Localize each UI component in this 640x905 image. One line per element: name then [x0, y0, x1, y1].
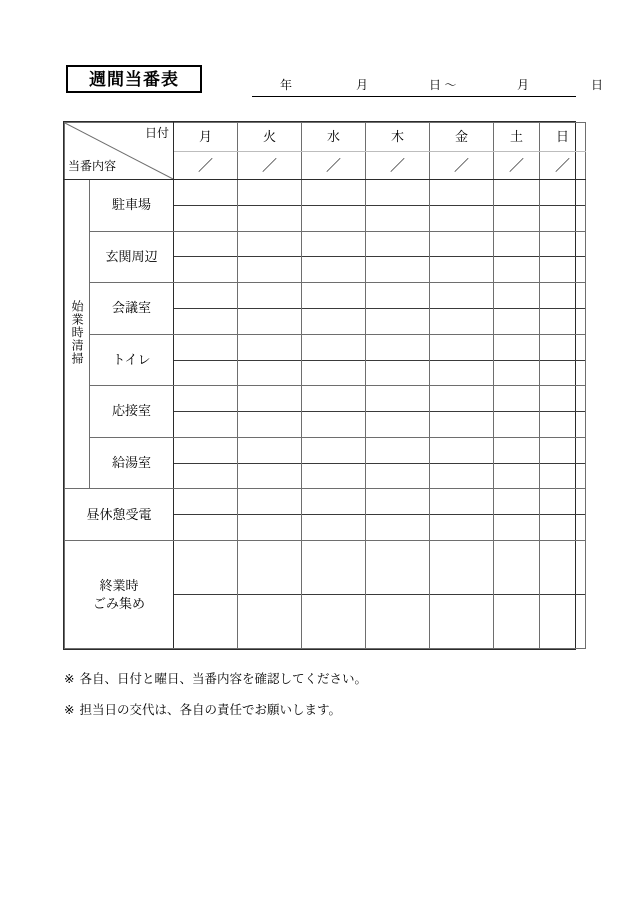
duty-cell[interactable] [238, 283, 302, 335]
note-line-1 [64, 673, 564, 686]
duty-cell[interactable] [494, 283, 540, 335]
duty-cell[interactable] [174, 489, 238, 541]
note-line-2 [64, 704, 564, 717]
date-slot-day-to: 日 [591, 78, 604, 92]
slash-mark-mon: ／ [197, 157, 214, 174]
duty-cell[interactable] [430, 437, 494, 489]
date-slot-day-from: 日 〜 [429, 78, 457, 92]
slash-mark-sun: ／ [554, 157, 571, 174]
weekday-header-wed: 水 [302, 123, 366, 152]
duty-cell[interactable] [430, 283, 494, 335]
duty-cell[interactable] [494, 489, 540, 541]
note-mark-icon: ※ [64, 672, 75, 686]
roster-table-body [65, 123, 586, 649]
duty-cell[interactable] [174, 541, 238, 649]
duty-cell[interactable] [494, 386, 540, 438]
group-label-morning-cleaning: 始業時清掃 [65, 180, 90, 489]
duty-cell[interactable] [302, 180, 366, 232]
duty-cell[interactable] [238, 231, 302, 283]
task-label-kitchenette: 給湯室 [90, 437, 174, 489]
date-entry-sat[interactable] [494, 152, 540, 180]
duty-cell[interactable] [430, 180, 494, 232]
duty-cell[interactable] [302, 489, 366, 541]
table-row [65, 437, 586, 489]
date-range-field[interactable] [252, 62, 604, 97]
task-label-lunch-phone-duty: 昼休憩受電 [65, 489, 174, 541]
date-entry-tue[interactable] [238, 152, 302, 180]
duty-cell[interactable] [540, 180, 586, 232]
duty-cell[interactable] [430, 386, 494, 438]
table-row [65, 283, 586, 335]
duty-cell[interactable] [302, 283, 366, 335]
duty-cell[interactable] [302, 231, 366, 283]
date-entry-fri[interactable] [430, 152, 494, 180]
duty-cell[interactable] [540, 283, 586, 335]
task-label-meeting-room: 会議室 [90, 283, 174, 335]
duty-cell[interactable] [366, 386, 430, 438]
duty-cell[interactable] [540, 541, 586, 649]
table-row [65, 541, 586, 649]
task-label-closing-line2: ごみ集め [92, 595, 145, 611]
duty-cell[interactable] [238, 541, 302, 649]
duty-cell[interactable] [494, 180, 540, 232]
weekday-header-mon: 月 [174, 123, 238, 152]
duty-cell[interactable] [366, 437, 430, 489]
duty-cell[interactable] [174, 180, 238, 232]
duty-cell[interactable] [540, 437, 586, 489]
task-label-parking: 駐車場 [90, 180, 174, 232]
duty-cell[interactable] [174, 283, 238, 335]
date-entry-sun[interactable] [540, 152, 586, 180]
duty-cell[interactable] [238, 180, 302, 232]
duty-cell[interactable] [238, 437, 302, 489]
date-slot-year: 年 [280, 78, 293, 92]
sheet-header [63, 62, 604, 102]
duty-cell[interactable] [366, 283, 430, 335]
duty-cell[interactable] [540, 386, 586, 438]
duty-cell[interactable] [430, 334, 494, 386]
task-label-closing-garbage [65, 541, 174, 649]
duty-cell[interactable] [494, 334, 540, 386]
table-row [65, 334, 586, 386]
duty-cell[interactable] [302, 386, 366, 438]
duty-cell[interactable] [238, 386, 302, 438]
duty-cell[interactable] [302, 541, 366, 649]
note-text-2: 担当日の交代は、各自の責任でお願いします。 [79, 702, 341, 717]
duty-cell[interactable] [174, 231, 238, 283]
duty-cell[interactable] [238, 334, 302, 386]
duty-cell[interactable] [540, 231, 586, 283]
duty-cell[interactable] [174, 386, 238, 438]
duty-cell[interactable] [494, 437, 540, 489]
date-entry-wed[interactable] [302, 152, 366, 180]
date-slot-month-from: 月 [356, 78, 369, 92]
table-row [65, 231, 586, 283]
task-label-reception-room: 応接室 [90, 386, 174, 438]
table-row [65, 489, 586, 541]
sheet-title-box [66, 65, 202, 93]
duty-cell[interactable] [174, 437, 238, 489]
duty-cell[interactable] [430, 231, 494, 283]
note-mark-icon: ※ [64, 702, 75, 717]
weekday-header-sun: 日 [540, 123, 586, 152]
slash-mark-tue: ／ [261, 157, 278, 174]
weekday-header-thu: 木 [366, 123, 430, 152]
duty-cell[interactable] [494, 541, 540, 649]
weekday-header-tue: 火 [238, 123, 302, 152]
task-label-entrance: 玄関周辺 [90, 231, 174, 283]
corner-header-cell [65, 123, 174, 180]
roster-table [64, 122, 586, 649]
duty-cell[interactable] [366, 180, 430, 232]
slash-mark-wed: ／ [325, 157, 342, 174]
slash-mark-sat: ／ [508, 157, 525, 174]
note-text-1: 各自、日付と曜日、当番内容を確認してください。 [79, 672, 367, 686]
corner-duty-label: 当番内容 [68, 159, 117, 173]
table-row [65, 180, 586, 232]
duty-cell[interactable] [540, 489, 586, 541]
duty-cell[interactable] [238, 489, 302, 541]
weekday-header-sat: 土 [494, 123, 540, 152]
duty-cell[interactable] [430, 541, 494, 649]
header-row-weekdays [65, 123, 586, 152]
date-entry-thu[interactable] [366, 152, 430, 180]
roster-table-frame [63, 121, 576, 650]
footer-notes [64, 673, 564, 734]
slash-mark-thu: ／ [389, 157, 406, 174]
duty-cell[interactable] [430, 489, 494, 541]
duty-cell[interactable] [540, 334, 586, 386]
duty-cell[interactable] [366, 334, 430, 386]
task-label-closing-line1: 終業時 [99, 577, 139, 593]
duty-cell[interactable] [174, 334, 238, 386]
page-title: 週間当番表 [89, 69, 179, 89]
duty-cell[interactable] [302, 437, 366, 489]
duty-cell[interactable] [302, 334, 366, 386]
corner-date-label: 日付 [144, 126, 169, 140]
weekday-header-fri: 金 [430, 123, 494, 152]
duty-cell[interactable] [366, 541, 430, 649]
date-slot-month-to: 月 [517, 78, 530, 92]
slash-mark-fri: ／ [453, 157, 470, 174]
duty-cell[interactable] [366, 231, 430, 283]
task-label-toilet: トイレ [90, 334, 174, 386]
date-entry-mon[interactable] [174, 152, 238, 180]
table-row [65, 386, 586, 438]
duty-cell[interactable] [366, 489, 430, 541]
duty-cell[interactable] [494, 231, 540, 283]
